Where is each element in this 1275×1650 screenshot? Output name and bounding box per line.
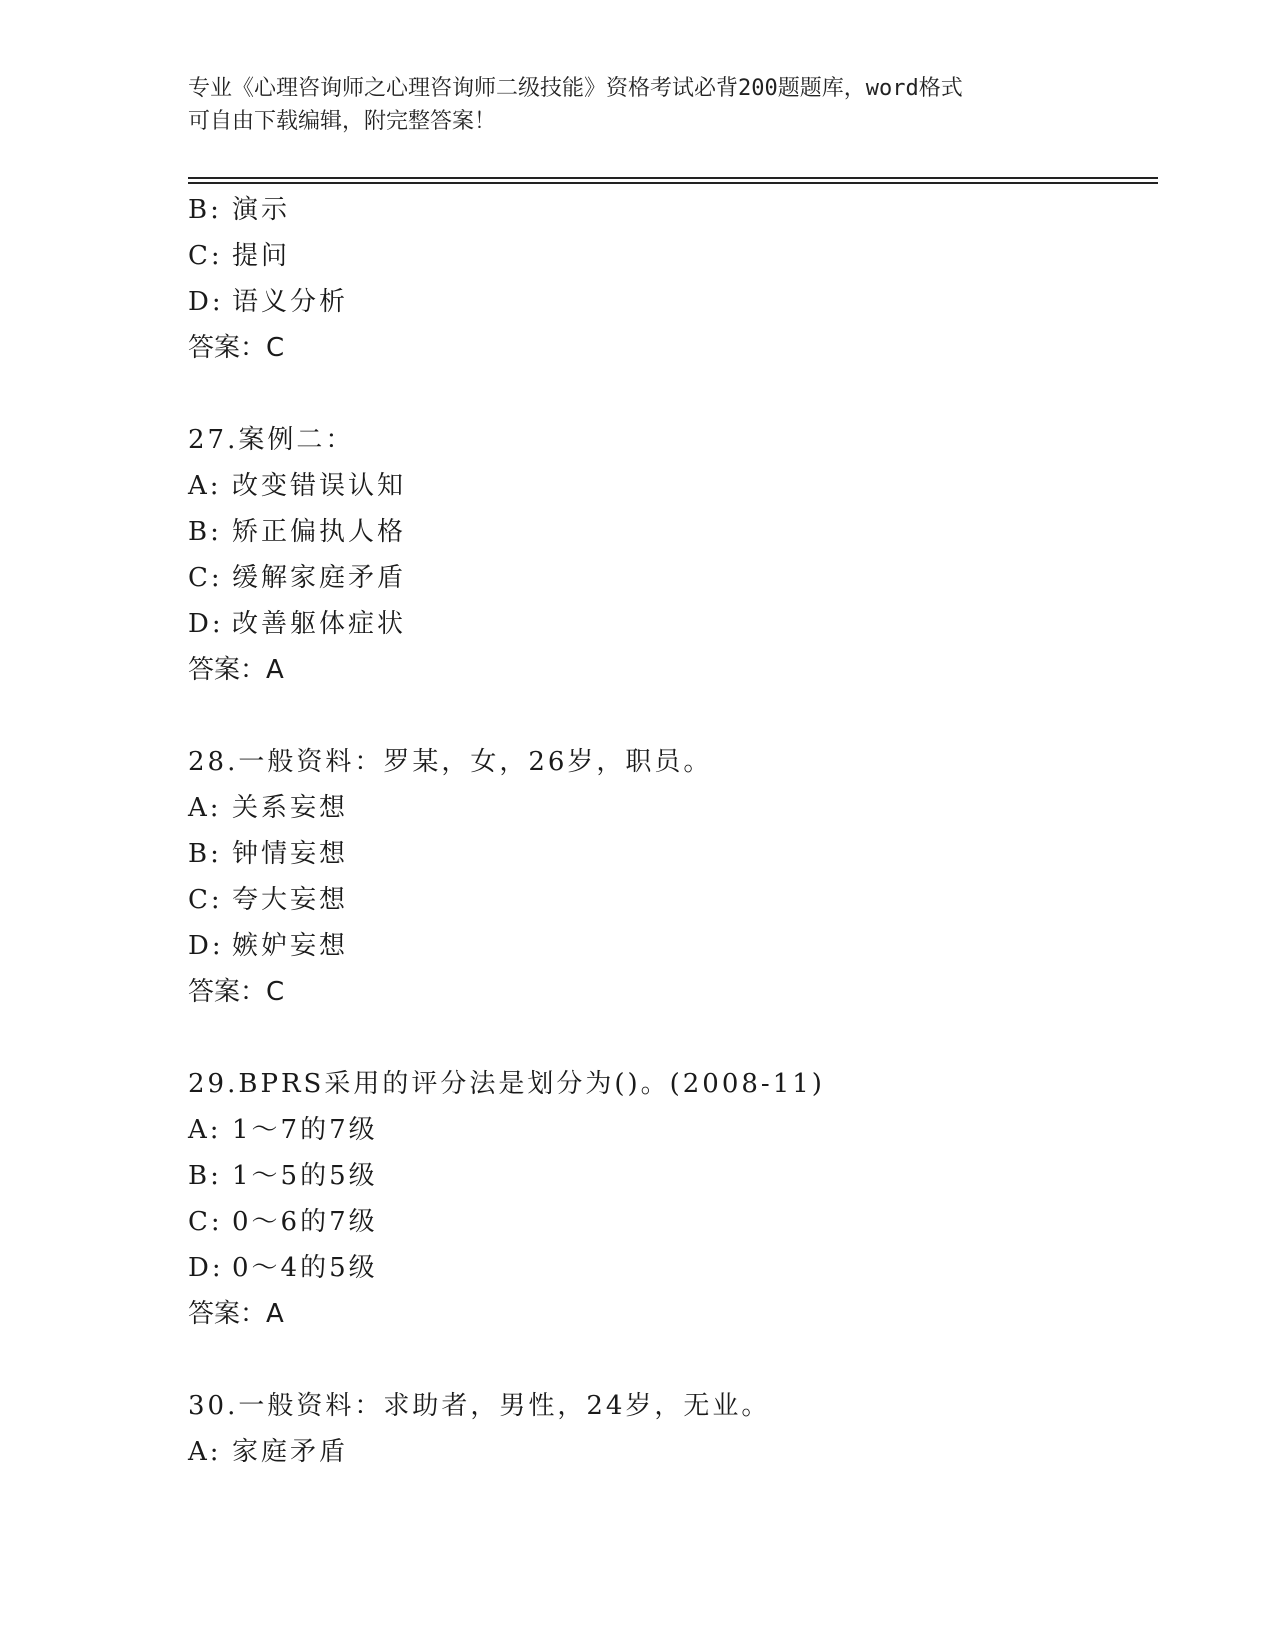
option-text: 1～7的7级 bbox=[232, 1115, 378, 1145]
answer-line: 答案：C bbox=[188, 333, 285, 363]
option-letter: D: bbox=[188, 609, 224, 639]
option-text: 0～6的7级 bbox=[232, 1207, 378, 1237]
header-divider-top bbox=[188, 177, 1158, 179]
option-d bbox=[188, 1245, 1148, 1291]
option-text: 改变错误认知 bbox=[232, 471, 407, 501]
header-divider-bottom bbox=[188, 182, 1158, 184]
option-letter: C: bbox=[188, 885, 223, 915]
question-title: 28.一般资料：罗某，女，26岁，职员。 bbox=[188, 747, 713, 777]
header-line-2: 可自由下载编辑，附完整答案！ bbox=[188, 109, 497, 134]
option-text: 提问 bbox=[232, 241, 291, 271]
header-line-1: 专业《心理咨询师之心理咨询师二级技能》资格考试必背200题题库，word格式 bbox=[188, 76, 963, 101]
option-b bbox=[188, 187, 1148, 233]
option-letter: D: bbox=[188, 931, 224, 961]
option-text: 嫉妒妄想 bbox=[232, 931, 349, 961]
option-text: 缓解家庭矛盾 bbox=[232, 563, 407, 593]
document-header bbox=[188, 72, 1088, 138]
option-c bbox=[188, 233, 1148, 279]
option-text: 夸大妄想 bbox=[232, 885, 349, 915]
question-29 bbox=[188, 1061, 1148, 1337]
spacer bbox=[188, 371, 1148, 417]
answer-line: 答案：A bbox=[188, 655, 284, 685]
question-26-continued bbox=[188, 187, 1148, 371]
option-c bbox=[188, 877, 1148, 923]
option-letter: D: bbox=[188, 287, 224, 317]
option-letter: B: bbox=[188, 1161, 222, 1191]
option-text: 0～4的5级 bbox=[232, 1253, 378, 1283]
option-a bbox=[188, 463, 1148, 509]
option-b bbox=[188, 831, 1148, 877]
option-letter: C: bbox=[188, 1207, 223, 1237]
spacer bbox=[188, 693, 1148, 739]
question-title: 30.一般资料：求助者，男性，24岁，无业。 bbox=[188, 1391, 771, 1421]
spacer bbox=[188, 1015, 1148, 1061]
option-text: 家庭矛盾 bbox=[232, 1437, 349, 1467]
option-b bbox=[188, 509, 1148, 555]
option-letter: A: bbox=[188, 1115, 222, 1145]
question-title: 29.BPRS采用的评分法是划分为()。(2008-11) bbox=[188, 1069, 825, 1099]
option-letter: B: bbox=[188, 517, 222, 547]
option-a bbox=[188, 1429, 1148, 1475]
answer-line: 答案：A bbox=[188, 1299, 284, 1329]
option-text: 语义分析 bbox=[232, 287, 349, 317]
question-30 bbox=[188, 1383, 1148, 1475]
answer-line: 答案：C bbox=[188, 977, 285, 1007]
option-letter: C: bbox=[188, 241, 223, 271]
option-a bbox=[188, 785, 1148, 831]
spacer bbox=[188, 1337, 1148, 1383]
option-text: 1～5的5级 bbox=[232, 1161, 378, 1191]
option-letter: B: bbox=[188, 195, 222, 225]
option-b bbox=[188, 1153, 1148, 1199]
option-a bbox=[188, 1107, 1148, 1153]
option-text: 演示 bbox=[232, 195, 291, 225]
option-text: 关系妄想 bbox=[232, 793, 349, 823]
option-text: 钟情妄想 bbox=[232, 839, 349, 869]
option-letter: D: bbox=[188, 1253, 224, 1283]
option-text: 矫正偏执人格 bbox=[232, 517, 407, 547]
option-letter: A: bbox=[188, 793, 222, 823]
option-letter: A: bbox=[188, 1437, 222, 1467]
option-text: 改善躯体症状 bbox=[232, 609, 407, 639]
option-c bbox=[188, 1199, 1148, 1245]
option-d bbox=[188, 923, 1148, 969]
option-d bbox=[188, 601, 1148, 647]
option-letter: B: bbox=[188, 839, 222, 869]
question-27 bbox=[188, 417, 1148, 693]
question-28 bbox=[188, 739, 1148, 1015]
option-d bbox=[188, 279, 1148, 325]
question-list bbox=[188, 187, 1148, 1475]
option-letter: C: bbox=[188, 563, 223, 593]
option-c bbox=[188, 555, 1148, 601]
question-title: 27.案例二： bbox=[188, 425, 355, 455]
option-letter: A: bbox=[188, 471, 222, 501]
